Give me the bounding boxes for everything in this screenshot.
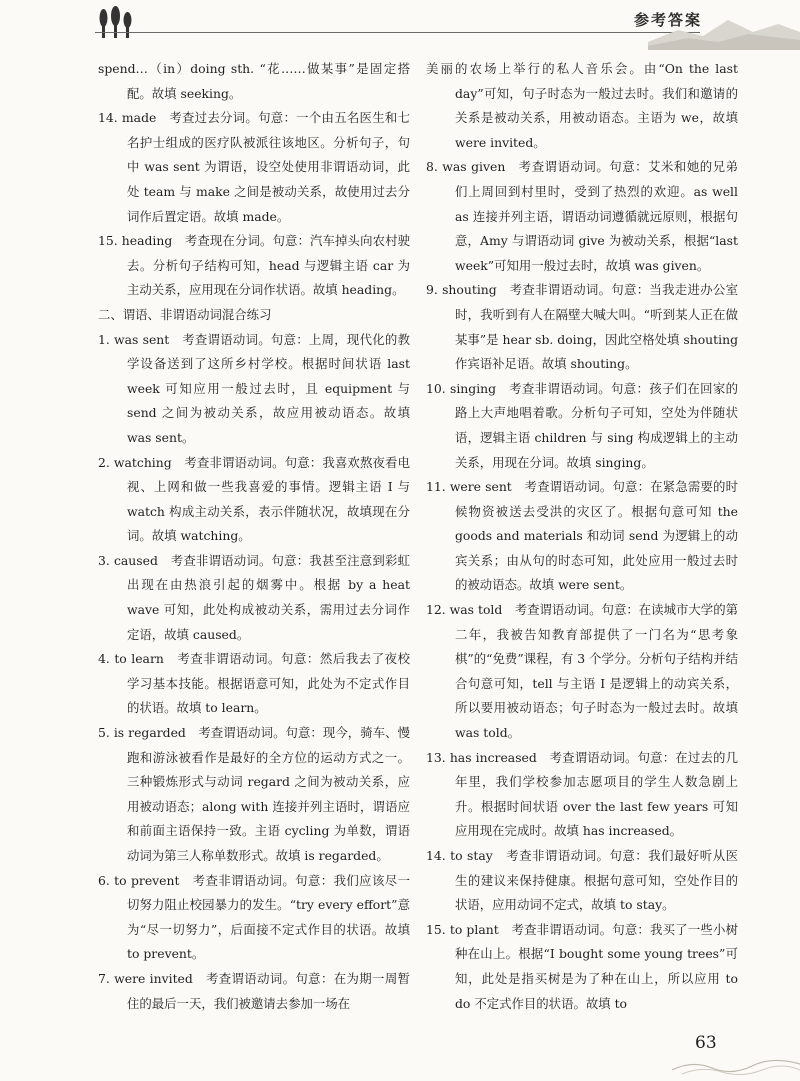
answer-item: 3. caused 考查非谓语动词。句意：我甚至注意到彩虹出现在由热浪引起的烟雾中。根据 by a heat wave 可知，此处构成被动关系，需用过去分词作定语，故填 caused。 <box>98 552 410 642</box>
trees-icon <box>96 6 156 40</box>
answer-item: 9. shouting 考查非谓语动词。句意：当我走进办公室时，我听到有人在隔壁大喊大叫。“听到某人正在做某事”是 hear sb. doing，因此空格处填 shouting 作宾语补足语。故填 shouting。 <box>426 282 738 372</box>
answer-item: 11. were sent 考查谓语动词。句意：在紧急需要的时候物资被送去受洪的灾区了。根据句意可知 the goods and materials 和动词 send 为逻辑上的动宾关系；由从句的时态可知，此处应用一般过去时的被动语态。故填 were sent。 <box>426 479 738 593</box>
answer-item: 14. made 考查过去分词。句意：一个由五名医生和七名护士组成的医疗队被派往该地区。分析句子，句中 was sent 为谓语，设空处使用非谓语动词，此处 team 与 make 之间是被动关系，故使用过去分词作后置定语。故填 made。 <box>98 110 410 224</box>
header-title: 参考答案 <box>633 11 702 29</box>
page-header <box>0 0 800 52</box>
answer-item: 15. to plant 考查非谓语动词。句意：我买了一些小树种在山上。根据“I bought some young trees”可知，此处是指买树是为了种在山上，所以应用 to do 不定式作目的状语。故填 to <box>426 921 738 1011</box>
header-rule <box>95 32 700 33</box>
answer-item: 8. was given 考查谓语动词。句意：艾米和她的兄弟们上周回到村里时，受到了热烈的欢迎。as well as 连接并列主语，谓语动词遵循就远原则，根据句意，Amy 与谓语动词 give 为被动关系，根据“last week”可知用一般过去时，故填 was given。 <box>426 159 738 273</box>
answer-item: 10. singing 考查非谓语动词。句意：孩子们在回家的路上大声地唱着歌。分析句子可知，空处为伴随状语，逻辑主语 children 与 sing 构成逻辑上的主动关系，用现在分词。故填 singing。 <box>426 380 738 470</box>
answer-item: 1. was sent 考查谓语动词。句意：上周，现代化的教学设备送到了这所乡村学校。根据时间状语 last week 可知应用一般过去时，且 equipment 与 send 之间为被动关系，故应用被动语态。故填 was sent。 <box>98 331 410 445</box>
right-column <box>426 57 738 1016</box>
answer-item: 14. to stay 考查非谓语动词。句意：我们最好听从医生的建议来保持健康。根据句意可知，空处作目的状语，应用动词不定式，故填 to stay。 <box>426 848 738 913</box>
page-number: 63 <box>695 1033 717 1053</box>
answer-item: 12. was told 考查谓语动词。句意：在读城市大学的第二年，我被告知教育部提供了一门名为“思考象棋”的“免费”课程，有 3 个学分。分析句子结构并结合句意可知，tell 与主语 I 是逻辑上的动宾关系，所以要用被动语态；句子时态为一般过去时。故填 was told。 <box>426 602 738 741</box>
section-heading: 二、谓语、非谓语动词混合练习 <box>98 306 272 322</box>
answer-item: 7. were invited 考查谓语动词。句意：在为期一周暂住的最后一天，我们被邀请去参加一场在 <box>98 970 410 1011</box>
answer-continuation: 美丽的农场上举行的私人音乐会。由“On the last day”可知，句子时态为一般过去时。我们和邀请的关系是被动关系，用被动语态。主语为 we，故填 were invited。 <box>426 61 738 150</box>
answer-continuation: spend…（in）doing sth. “花……做某事”是固定搭配。故填 seeking。 <box>98 61 410 101</box>
footer-wave-decoration-icon <box>672 1052 800 1076</box>
answer-item: 5. is regarded 考查谓语动词。句意：现今，骑车、慢跑和游泳被看作是最好的全方位的运动方式之一。三种锻炼形式与动词 regard 之间为被动关系，应用被动语态；along with 连接并列主语时，谓语应和前面主语保持一致。主语 cycling 为单数，谓语动词为第三人称单数形式。故填 is regarded。 <box>98 725 410 863</box>
answer-item: 13. has increased 考查谓语动词。句意：在过去的几年里，我们学校参加志愿项目的学生人数急剧上升。根据时间状语 over the last few years 可知应用现在完成时。故填 has increased。 <box>426 749 738 839</box>
answer-item: 6. to prevent 考查非谓语动词。句意：我们应该尽一切努力阻止校园暴力的发生。“try every effort”意为“尽一切努力”，后面接不定式作目的状语。故填 to prevent。 <box>98 872 410 962</box>
answer-item: 2. watching 考查非谓语动词。句意：我喜欢熬夜看电视、上网和做一些我喜爱的事情。逻辑主语 I 与 watch 构成主动关系，表示伴随状况，故填现在分词。故填 watching。 <box>98 454 410 544</box>
answer-item: 15. heading 考查现在分词。句意：汽车掉头向农村驶去。分析句子结构可知，head 与逻辑主语 car 为主动关系，应用现在分词作状语。故填 heading。 <box>98 233 410 298</box>
answer-item: 4. to learn 考查非谓语动词。句意：然后我去了夜校学习基本技能。根据语意可知，此处为不定式作目的状语。故填 to learn。 <box>98 651 410 716</box>
left-column <box>98 57 410 1016</box>
